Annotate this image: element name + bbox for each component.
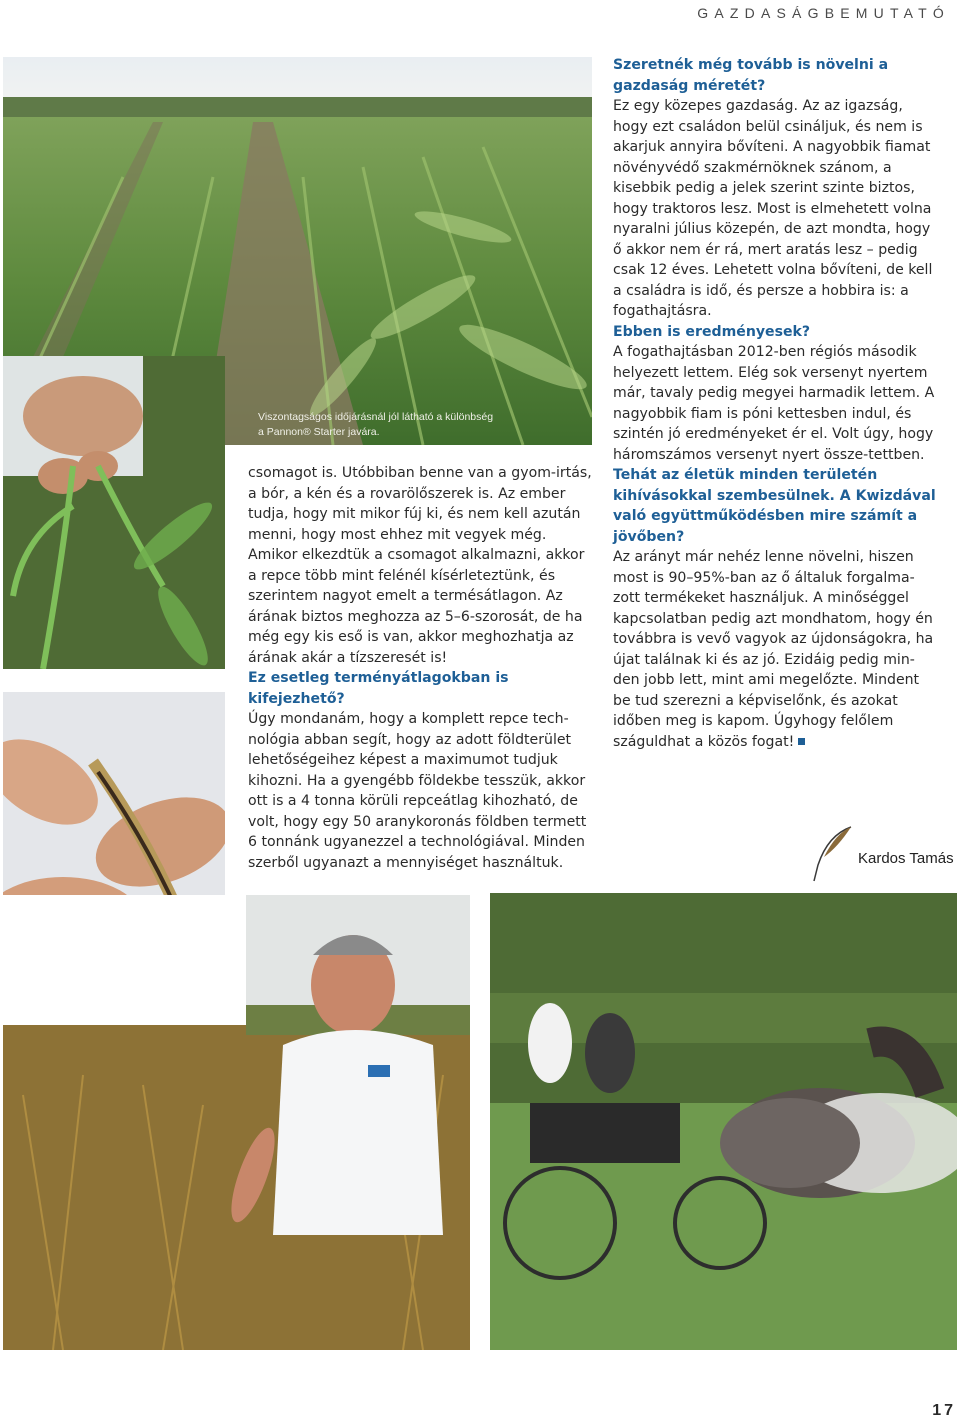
right-column <box>613 55 938 752</box>
question-yield: Ez esetleg terményátlagokban is kifejezhető? <box>248 670 509 707</box>
answer-future-text: Az arányt már nehéz lenne növelni, hiszen most is 90–95%-ban az ő általuk forgalma-zott termékeket használjuk. A minőséggel kapcsolatban pedig azt mondhatom, hogy én továbbra is vevő vagyok az újdonságokra, ha újat találnak ki és az jó. Ezidáig pedig min-den jobb lett, mint ami megelőzte. Mindent be tud szerezni a képviselőnk, és azokat időben meg is kapom. Úgyhogy felőlem száguldhat a közös fogat! <box>613 549 934 750</box>
caption-line-1: Viszontagságos időjárásnál jól látható a különbség <box>258 411 494 423</box>
corn-plant-photo <box>3 356 225 669</box>
middle-column <box>248 463 593 873</box>
horse-carriage-photo <box>490 893 957 1350</box>
caption-line-2: a Pannon® Starter javára. <box>258 426 380 438</box>
farmer-rapeseed-field-photo <box>3 895 470 1350</box>
question-results: Ebben is eredményesek? <box>613 323 811 340</box>
author-name: Kardos Tamás <box>858 850 954 867</box>
quill-icon <box>808 825 853 883</box>
answer-results: A fogathajtásban 2012-ben régiós második helyezett lettem. Elég sok versenyt nyertem már, tavaly pedig megyei harmadik lettem. A nagyobbik fiam is póni kettesben indul, és szintén jó eredményeket ér el. Volt úgy, hogy háromszámos versenyt nyert össze-tettben. <box>613 344 935 463</box>
question-growth: Szeretnék még tovább is növelni a gazdaság méretét? <box>613 57 889 94</box>
answer-growth: Ez egy közepes gazdaság. Az az igazság, hogy ezt családon belül csináljuk, és nem is akarjuk annyira bővíteni. A nagyobbik fiamat növényvédő szakmérnöknek szánom, a kisebbik pedig a jelek szerint szinte biztos, hogy traktoros lesz. Most is elmehetett volna nyaralni július közepén, de azt mondta, hogy ő akkor nem ér rá, mert aratás lesz – pedig csak 12 éves. Lehetett volna bővíteni, de kell a családra is idő, és persze a hobbira is: a fogathajtásra. <box>613 98 933 319</box>
page-number: 17 <box>932 1402 956 1419</box>
answer-future <box>613 547 938 752</box>
middle-paragraph-1: csomagot is. Utóbbiban benne van a gyom-irtás, a bór, a kén és a rovarölőszerek is. Az ember tudja, hogy mit mikor fúj ki, és nem kell azután menni, hogy most ehhez mit vegyek még. Amikor elkezdtük a csomagot alkalmazni, akkor a repce több mint felénél kísérleteztünk, és szerintem nagyot emelt a termésátlagon. Az árának biztos meghozza az 5–6-szorosát, de ha még egy kis eső is van, akkor meghozhatja az árának akár a tízszeresét is! <box>248 465 592 666</box>
question-future: Tehát az életük minden területén kihívásokkal szembesülnek. A Kwizdával való együttműködésben mire számít a jövőben? <box>613 467 936 545</box>
section-header: GAZDASÁGBEMUTATÓ <box>697 5 950 21</box>
photo-caption <box>258 410 493 440</box>
middle-paragraph-2: Úgy mondanám, hogy a komplett repce tech-nológia abban segít, hogy az adott földterület lehetőségeihez képest a maximumot tudjuk kihozni. Ha a gyengébb földekbe tesszük, akkor ott is a 4 tonna körüli repceátlag kihozható, de volt, hogy egy 50 aranykoronás földben termett 6 tonnánk ugyanezzel a technológiával. Minden szerből ugyanazt a mennyiséget használtuk. <box>248 711 587 871</box>
end-mark-icon <box>798 738 805 745</box>
